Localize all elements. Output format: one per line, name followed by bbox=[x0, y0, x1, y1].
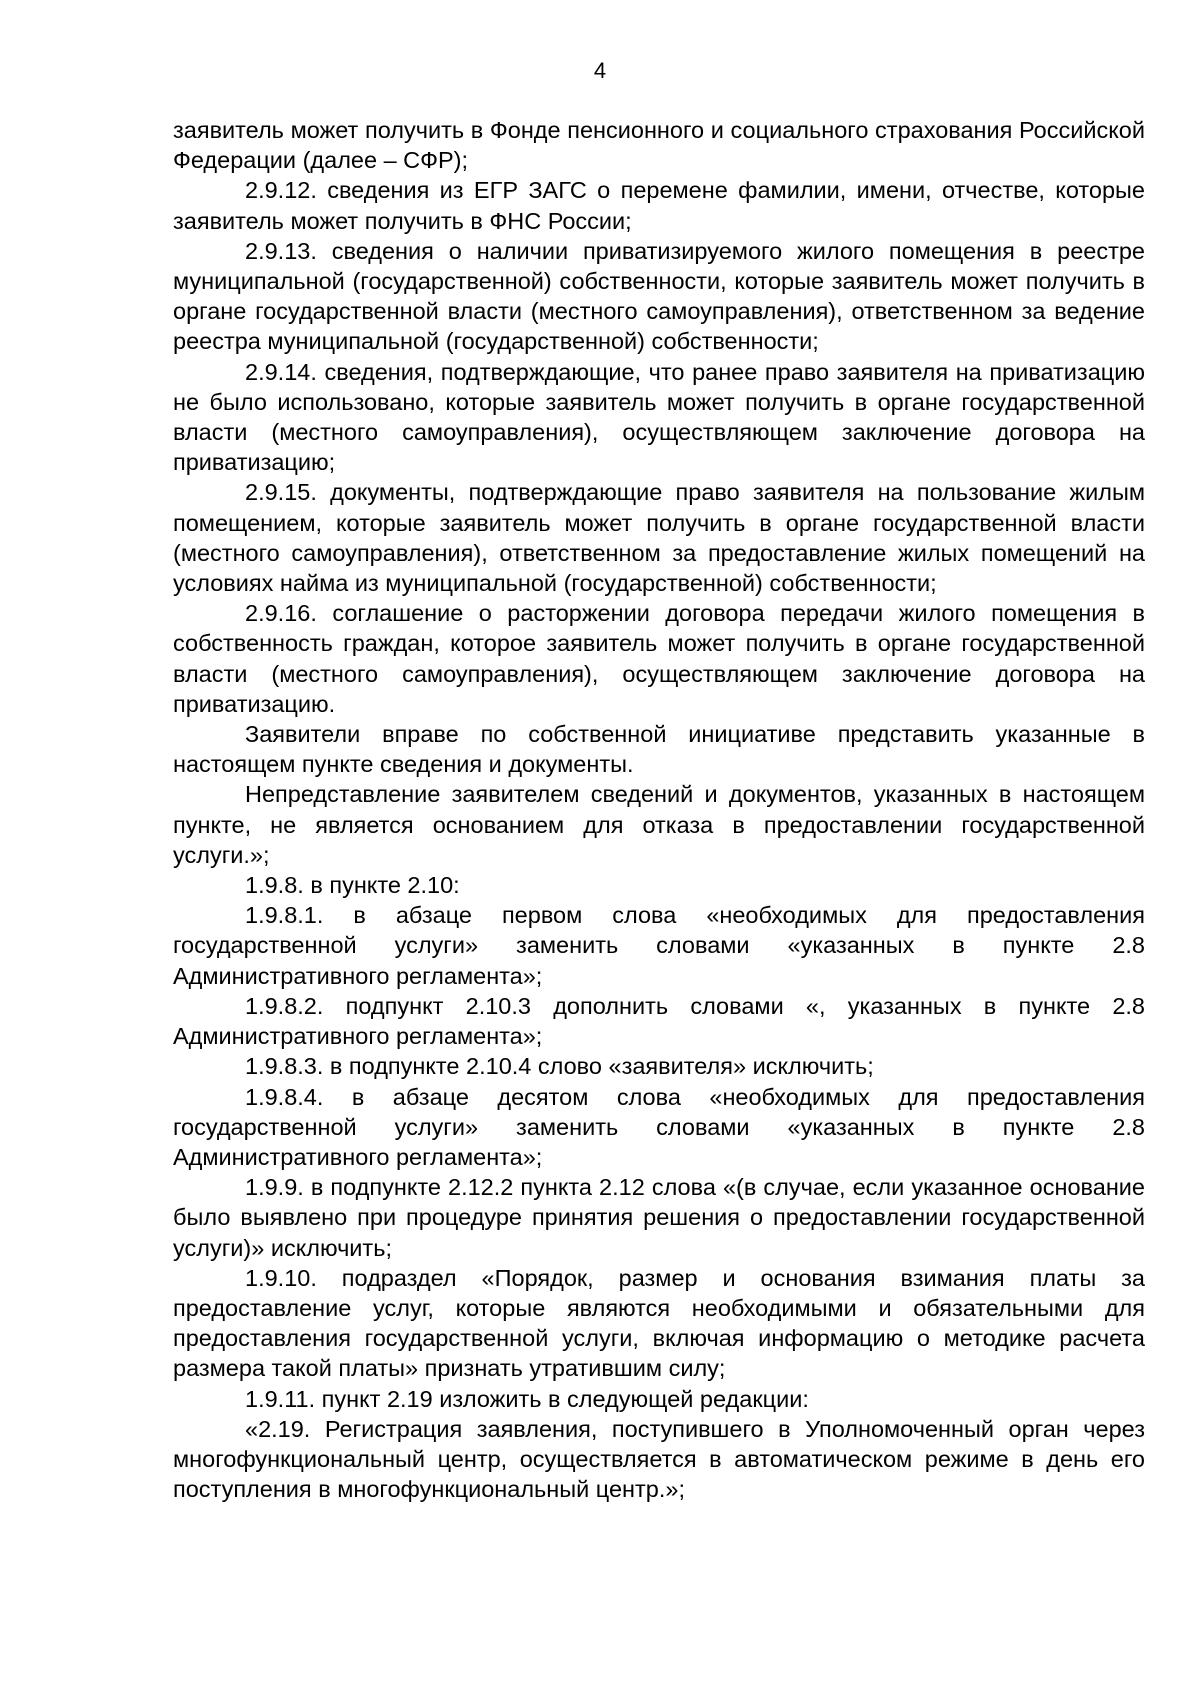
paragraph-2-9-15: 2.9.15. документы, подтверждающие право заявителя на пользование жилым помещением, которые заявитель может получить в органе государственной власти (местного самоуправления), ответственном за предоставление жилых помещений на условиях найма из муниципальной (государственной) собственности; bbox=[173, 479, 1145, 597]
paragraph-2-9-13: 2.9.13. сведения о наличии приватизируемого жилого помещения в реестре муниципальной (государственной) собственности, которые заявитель может получить в органе государственной власти (местного самоуправления), ответственном за ведение реестра муниципальной (государственной) собственности; bbox=[173, 237, 1145, 355]
paragraph-2-9-16: 2.9.16. соглашение о расторжении договора передачи жилого помещения в собственность граждан, которое заявитель может получить в органе государственной власти (местного самоуправления), осуществляющем заключение договора на приватизацию. bbox=[173, 600, 1145, 717]
paragraph-1-9-8-1: 1.9.8.1. в абзаце первом слова «необходимых для предоставления государственной услуги» заменить словами «указанных в пункте 2.8 Административного регламента»; bbox=[173, 902, 1145, 989]
paragraph-1-9-9: 1.9.9. в подпункте 2.12.2 пункта 2.12 слова «(в случае, если указанное основание было выявлено при процедуре принятия решения о предоставлении государственной услуги)» исключить; bbox=[173, 1174, 1145, 1261]
paragraph-1-9-11: 1.9.11. пункт 2.19 изложить в следующей редакции: bbox=[245, 1385, 809, 1412]
page-number: 4 bbox=[593, 58, 607, 83]
paragraph-1-9-8-4: 1.9.8.4. в абзаце десятом слова «необходимых для предоставления государственной услуги» заменить словами «указанных в пункте 2.8 Административного регламента»; bbox=[173, 1083, 1145, 1170]
paragraph-2-19: «2.19. Регистрация заявления, поступившего в Уполномоченный орган через многофункциональный центр, осуществляется в автоматическом режиме в день его поступления в многофункциональный центр.»; bbox=[173, 1415, 1145, 1503]
paragraph-1-9-10: 1.9.10. подраздел «Порядок, размер и основания взимания платы за предоставление услуг, которые являются необходимыми и обязательными для предоставления государственной услуги, включая информацию о методике расчета размера такой платы» признать утратившим силу; bbox=[173, 1264, 1145, 1382]
paragraph-2-9-12: 2.9.12. сведения из ЕГР ЗАГС о перемене фамилии, имени, отчестве, которые заявитель может получить в ФНС России; bbox=[173, 177, 1145, 234]
document-body bbox=[173, 115, 1145, 1504]
paragraph-continuation: заявитель может получить в Фонде пенсионного и социального страхования Российской Федерации (далее – СФР); bbox=[173, 117, 1145, 174]
paragraph-1-9-8-2: 1.9.8.2. подпункт 2.10.3 дополнить словами «, указанных в пункте 2.8 Административного регламента»; bbox=[173, 992, 1145, 1050]
paragraph-applicants-right: Заявители вправе по собственной инициативе представить указанные в настоящем пункте сведения и документы. bbox=[173, 721, 1145, 778]
paragraph-1-9-8-3: 1.9.8.3. в подпункте 2.10.4 слово «заявителя» исключить; bbox=[245, 1053, 874, 1080]
paragraph-1-9-8: 1.9.8. в пункте 2.10: bbox=[245, 872, 460, 899]
paragraph-non-submission: Непредставление заявителем сведений и документов, указанных в настоящем пункте, не является основанием для отказа в предоставлении государственной услуги.»; bbox=[173, 781, 1145, 868]
paragraph-2-9-14: 2.9.14. сведения, подтверждающие, что ранее право заявителя на приватизацию не было использовано, которые заявитель может получить в органе государственной власти (местного самоуправления), осуществляющем заключение договора на приватизацию; bbox=[173, 358, 1145, 476]
